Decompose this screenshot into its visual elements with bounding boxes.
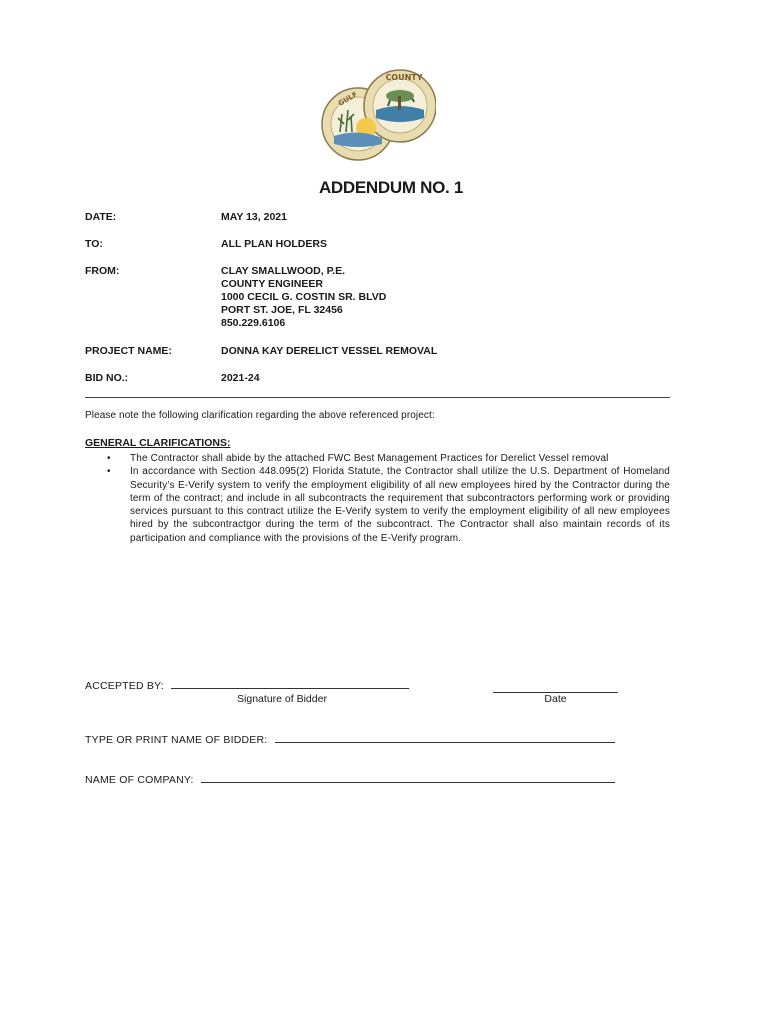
from-line: 850.229.6106: [221, 317, 286, 329]
accepted-by-label: ACCEPTED BY:: [85, 680, 164, 692]
from-line: PORT ST. JOE, FL 32456: [221, 304, 343, 316]
bid-number-value: 2021-24: [221, 372, 260, 384]
print-name-line[interactable]: [275, 741, 615, 743]
project-name-value: DONNA KAY DERELICT VESSEL REMOVAL: [221, 345, 438, 357]
list-item: [85, 465, 670, 545]
clarifications-title: GENERAL CLARIFICATIONS:: [85, 437, 231, 449]
date-value: MAY 13, 2021: [221, 211, 287, 223]
seal-text-county: COUNTY: [385, 73, 423, 82]
to-value: ALL PLAN HOLDERS: [221, 238, 327, 250]
to-label: TO:: [85, 238, 103, 250]
gulf-county-seal-logo: [318, 66, 436, 166]
company-name-label: NAME OF COMPANY:: [85, 774, 194, 786]
bullet-icon: •: [107, 466, 111, 478]
accepted-by-field: [85, 680, 409, 692]
bid-number-label: BID NO.:: [85, 372, 129, 384]
from-value: [221, 265, 621, 330]
print-name-label: TYPE OR PRINT NAME OF BIDDER:: [85, 734, 268, 746]
signature-line[interactable]: [171, 687, 409, 689]
document-title: ADDENDUM NO. 1: [318, 178, 464, 197]
project-name-label: PROJECT NAME:: [85, 345, 172, 357]
clarifications-list: [85, 452, 670, 545]
from-line: 1000 CECIL G. COSTIN SR. BLVD: [221, 291, 387, 303]
seal-text-gulf: GULF: [337, 90, 359, 108]
from-line: CLAY SMALLWOOD, P.E.: [221, 265, 346, 277]
from-label: FROM:: [85, 265, 120, 277]
print-name-field: [85, 734, 615, 746]
intro-note: Please note the following clarification regarding the above referenced project:: [85, 410, 435, 421]
company-name-line[interactable]: [201, 781, 615, 783]
from-line: COUNTY ENGINEER: [221, 278, 323, 290]
bullet-icon: •: [107, 453, 111, 464]
list-item: [85, 452, 670, 465]
signature-caption: Signature of Bidder: [237, 693, 327, 705]
horizontal-divider: [85, 397, 670, 398]
list-item-text: In accordance with Section 448.095(2) Florida Statute, the Contractor shall utilize the U.S. Department of Homeland Security’s E-Verify system to verify the employment eligibility of all new employees hired by the Contractor during the term of the contract; and include in all subcontracts the requirement that subcontractors performing work or providing services pursuant to this contract utilize the E-Verify system to verify the employment eligibility of all new employees hired by the subcontractgor during the term of the subcontract. The Contractor shall also maintain records of its participation and compliance with the provisions of the E-Verify program.: [130, 466, 670, 544]
list-item-text: The Contractor shall abide by the attached FWC Best Management Practices for Derelict Vessel removal: [130, 453, 609, 464]
company-name-field: [85, 774, 615, 786]
date-caption: Date: [544, 693, 567, 705]
date-label: DATE:: [85, 211, 117, 223]
